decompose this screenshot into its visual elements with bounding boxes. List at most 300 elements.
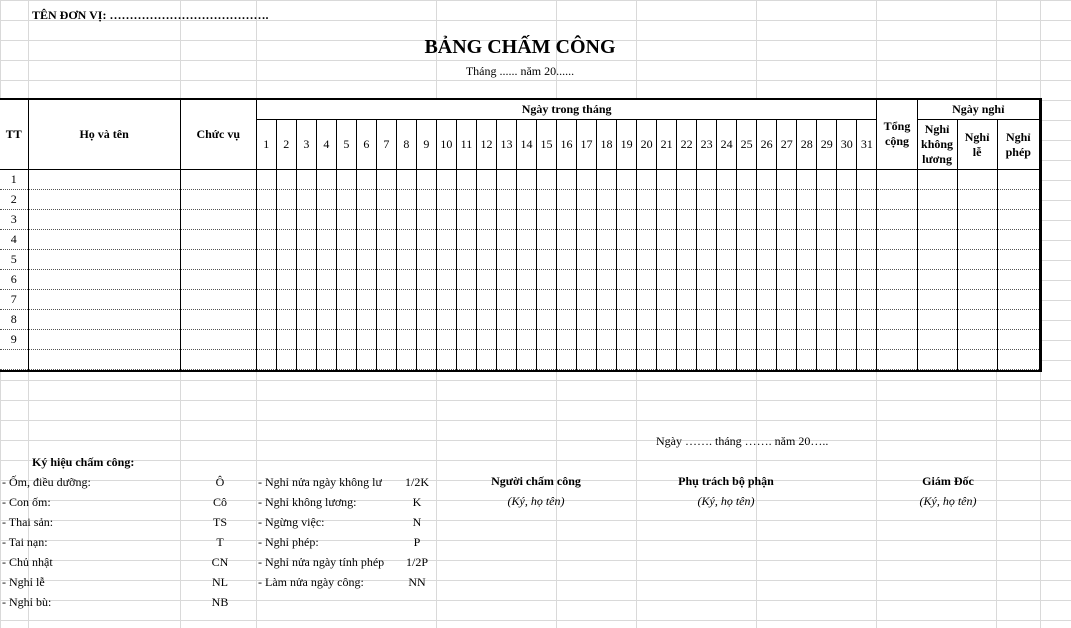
day-cell[interactable] <box>777 290 797 310</box>
total-cell[interactable] <box>877 210 917 230</box>
day-cell[interactable] <box>516 250 536 270</box>
day-cell[interactable] <box>496 310 516 330</box>
day-cell[interactable] <box>617 310 637 330</box>
day-cell[interactable] <box>516 270 536 290</box>
day-cell[interactable] <box>617 170 637 190</box>
day-cell[interactable] <box>837 350 857 370</box>
day-cell[interactable] <box>677 210 697 230</box>
day-cell[interactable] <box>276 330 296 350</box>
day-cell[interactable] <box>777 250 797 270</box>
day-cell[interactable] <box>777 270 797 290</box>
leave-cell[interactable] <box>957 230 997 250</box>
day-cell[interactable] <box>657 290 677 310</box>
leave-cell[interactable] <box>997 210 1039 230</box>
leave-cell[interactable] <box>917 350 957 370</box>
day-cell[interactable] <box>496 350 516 370</box>
day-cell[interactable] <box>537 250 557 270</box>
leave-cell[interactable] <box>957 210 997 230</box>
leave-cell[interactable] <box>917 170 957 190</box>
day-cell[interactable] <box>256 190 276 210</box>
day-cell[interactable] <box>577 250 597 270</box>
name-cell[interactable] <box>28 250 180 270</box>
day-cell[interactable] <box>837 290 857 310</box>
day-cell[interactable] <box>376 270 396 290</box>
day-cell[interactable] <box>296 310 316 330</box>
day-cell[interactable] <box>597 250 617 270</box>
name-cell[interactable] <box>28 170 180 190</box>
day-cell[interactable] <box>777 330 797 350</box>
name-cell[interactable] <box>28 270 180 290</box>
day-cell[interactable] <box>276 190 296 210</box>
day-cell[interactable] <box>516 350 536 370</box>
day-cell[interactable] <box>597 190 617 210</box>
day-cell[interactable] <box>637 330 657 350</box>
day-cell[interactable] <box>436 210 456 230</box>
day-cell[interactable] <box>737 270 757 290</box>
day-cell[interactable] <box>577 190 597 210</box>
day-cell[interactable] <box>737 350 757 370</box>
day-cell[interactable] <box>356 190 376 210</box>
day-cell[interactable] <box>436 230 456 250</box>
leave-cell[interactable] <box>917 330 957 350</box>
day-cell[interactable] <box>416 190 436 210</box>
day-cell[interactable] <box>797 310 817 330</box>
leave-cell[interactable] <box>917 290 957 310</box>
day-cell[interactable] <box>637 270 657 290</box>
day-cell[interactable] <box>637 210 657 230</box>
name-cell[interactable] <box>28 330 180 350</box>
day-cell[interactable] <box>516 230 536 250</box>
leave-cell[interactable] <box>997 350 1039 370</box>
day-cell[interactable] <box>857 230 877 250</box>
day-cell[interactable] <box>516 210 536 230</box>
leave-cell[interactable] <box>997 310 1039 330</box>
day-cell[interactable] <box>316 350 336 370</box>
day-cell[interactable] <box>356 170 376 190</box>
day-cell[interactable] <box>697 250 717 270</box>
day-cell[interactable] <box>557 350 577 370</box>
day-cell[interactable] <box>336 250 356 270</box>
day-cell[interactable] <box>316 250 336 270</box>
day-cell[interactable] <box>537 310 557 330</box>
day-cell[interactable] <box>256 230 276 250</box>
day-cell[interactable] <box>296 250 316 270</box>
day-cell[interactable] <box>737 170 757 190</box>
day-cell[interactable] <box>436 170 456 190</box>
total-cell[interactable] <box>877 170 917 190</box>
day-cell[interactable] <box>256 270 276 290</box>
day-cell[interactable] <box>597 210 617 230</box>
day-cell[interactable] <box>657 250 677 270</box>
day-cell[interactable] <box>577 330 597 350</box>
day-cell[interactable] <box>356 230 376 250</box>
day-cell[interactable] <box>617 330 637 350</box>
day-cell[interactable] <box>737 210 757 230</box>
day-cell[interactable] <box>256 330 276 350</box>
day-cell[interactable] <box>757 350 777 370</box>
day-cell[interactable] <box>396 250 416 270</box>
day-cell[interactable] <box>577 230 597 250</box>
day-cell[interactable] <box>376 170 396 190</box>
day-cell[interactable] <box>476 250 496 270</box>
day-cell[interactable] <box>356 310 376 330</box>
day-cell[interactable] <box>797 210 817 230</box>
day-cell[interactable] <box>757 170 777 190</box>
day-cell[interactable] <box>777 170 797 190</box>
day-cell[interactable] <box>697 270 717 290</box>
total-cell[interactable] <box>877 230 917 250</box>
day-cell[interactable] <box>296 330 316 350</box>
day-cell[interactable] <box>657 210 677 230</box>
leave-cell[interactable] <box>957 190 997 210</box>
day-cell[interactable] <box>276 250 296 270</box>
day-cell[interactable] <box>817 330 837 350</box>
day-cell[interactable] <box>476 170 496 190</box>
name-cell[interactable] <box>28 230 180 250</box>
day-cell[interactable] <box>376 330 396 350</box>
leave-cell[interactable] <box>917 310 957 330</box>
day-cell[interactable] <box>857 250 877 270</box>
day-cell[interactable] <box>737 310 757 330</box>
position-cell[interactable] <box>180 190 256 210</box>
day-cell[interactable] <box>737 190 757 210</box>
day-cell[interactable] <box>677 250 697 270</box>
day-cell[interactable] <box>817 350 837 370</box>
leave-cell[interactable] <box>957 270 997 290</box>
day-cell[interactable] <box>797 170 817 190</box>
day-cell[interactable] <box>837 250 857 270</box>
day-cell[interactable] <box>496 270 516 290</box>
day-cell[interactable] <box>837 230 857 250</box>
leave-cell[interactable] <box>957 170 997 190</box>
day-cell[interactable] <box>717 210 737 230</box>
day-cell[interactable] <box>597 230 617 250</box>
day-cell[interactable] <box>256 290 276 310</box>
day-cell[interactable] <box>396 230 416 250</box>
day-cell[interactable] <box>757 330 777 350</box>
day-cell[interactable] <box>436 250 456 270</box>
day-cell[interactable] <box>577 270 597 290</box>
day-cell[interactable] <box>476 350 496 370</box>
day-cell[interactable] <box>837 310 857 330</box>
day-cell[interactable] <box>456 250 476 270</box>
day-cell[interactable] <box>797 250 817 270</box>
day-cell[interactable] <box>777 190 797 210</box>
day-cell[interactable] <box>256 210 276 230</box>
day-cell[interactable] <box>496 170 516 190</box>
day-cell[interactable] <box>436 290 456 310</box>
day-cell[interactable] <box>416 290 436 310</box>
day-cell[interactable] <box>396 270 416 290</box>
day-cell[interactable] <box>456 290 476 310</box>
day-cell[interactable] <box>817 270 837 290</box>
day-cell[interactable] <box>416 210 436 230</box>
day-cell[interactable] <box>316 310 336 330</box>
day-cell[interactable] <box>436 270 456 290</box>
day-cell[interactable] <box>316 270 336 290</box>
leave-cell[interactable] <box>957 350 997 370</box>
day-cell[interactable] <box>476 310 496 330</box>
day-cell[interactable] <box>577 170 597 190</box>
day-cell[interactable] <box>256 170 276 190</box>
total-cell[interactable] <box>877 350 917 370</box>
leave-cell[interactable] <box>917 270 957 290</box>
day-cell[interactable] <box>577 350 597 370</box>
day-cell[interactable] <box>617 250 637 270</box>
name-cell[interactable] <box>28 290 180 310</box>
day-cell[interactable] <box>336 190 356 210</box>
day-cell[interactable] <box>356 330 376 350</box>
day-cell[interactable] <box>456 210 476 230</box>
day-cell[interactable] <box>597 310 617 330</box>
position-cell[interactable] <box>180 170 256 190</box>
day-cell[interactable] <box>557 270 577 290</box>
day-cell[interactable] <box>617 290 637 310</box>
day-cell[interactable] <box>777 350 797 370</box>
total-cell[interactable] <box>877 330 917 350</box>
day-cell[interactable] <box>797 350 817 370</box>
day-cell[interactable] <box>336 330 356 350</box>
day-cell[interactable] <box>476 190 496 210</box>
day-cell[interactable] <box>857 330 877 350</box>
name-cell[interactable] <box>28 190 180 210</box>
day-cell[interactable] <box>456 330 476 350</box>
day-cell[interactable] <box>496 290 516 310</box>
leave-cell[interactable] <box>997 250 1039 270</box>
day-cell[interactable] <box>516 310 536 330</box>
day-cell[interactable] <box>557 170 577 190</box>
day-cell[interactable] <box>777 230 797 250</box>
day-cell[interactable] <box>857 170 877 190</box>
day-cell[interactable] <box>416 330 436 350</box>
day-cell[interactable] <box>737 290 757 310</box>
day-cell[interactable] <box>657 170 677 190</box>
leave-cell[interactable] <box>917 210 957 230</box>
day-cell[interactable] <box>557 190 577 210</box>
day-cell[interactable] <box>817 230 837 250</box>
day-cell[interactable] <box>396 190 416 210</box>
day-cell[interactable] <box>757 230 777 250</box>
position-cell[interactable] <box>180 210 256 230</box>
total-cell[interactable] <box>877 250 917 270</box>
position-cell[interactable] <box>180 250 256 270</box>
name-cell[interactable] <box>28 210 180 230</box>
day-cell[interactable] <box>637 290 657 310</box>
day-cell[interactable] <box>837 270 857 290</box>
day-cell[interactable] <box>717 350 737 370</box>
day-cell[interactable] <box>436 190 456 210</box>
day-cell[interactable] <box>617 270 637 290</box>
day-cell[interactable] <box>857 350 877 370</box>
day-cell[interactable] <box>376 250 396 270</box>
day-cell[interactable] <box>677 310 697 330</box>
day-cell[interactable] <box>296 350 316 370</box>
total-cell[interactable] <box>877 270 917 290</box>
day-cell[interactable] <box>356 250 376 270</box>
day-cell[interactable] <box>697 190 717 210</box>
day-cell[interactable] <box>456 310 476 330</box>
day-cell[interactable] <box>717 290 737 310</box>
day-cell[interactable] <box>557 310 577 330</box>
day-cell[interactable] <box>476 230 496 250</box>
day-cell[interactable] <box>336 270 356 290</box>
day-cell[interactable] <box>436 350 456 370</box>
day-cell[interactable] <box>817 170 837 190</box>
day-cell[interactable] <box>657 190 677 210</box>
position-cell[interactable] <box>180 350 256 370</box>
day-cell[interactable] <box>557 290 577 310</box>
day-cell[interactable] <box>276 170 296 190</box>
day-cell[interactable] <box>316 170 336 190</box>
day-cell[interactable] <box>336 210 356 230</box>
day-cell[interactable] <box>657 270 677 290</box>
day-cell[interactable] <box>537 190 557 210</box>
day-cell[interactable] <box>296 230 316 250</box>
day-cell[interactable] <box>837 190 857 210</box>
day-cell[interactable] <box>496 230 516 250</box>
day-cell[interactable] <box>396 170 416 190</box>
name-cell[interactable] <box>28 310 180 330</box>
day-cell[interactable] <box>416 270 436 290</box>
day-cell[interactable] <box>496 250 516 270</box>
day-cell[interactable] <box>797 270 817 290</box>
day-cell[interactable] <box>597 270 617 290</box>
day-cell[interactable] <box>316 290 336 310</box>
day-cell[interactable] <box>697 310 717 330</box>
day-cell[interactable] <box>557 250 577 270</box>
day-cell[interactable] <box>677 230 697 250</box>
day-cell[interactable] <box>516 170 536 190</box>
position-cell[interactable] <box>180 270 256 290</box>
leave-cell[interactable] <box>957 250 997 270</box>
position-cell[interactable] <box>180 290 256 310</box>
day-cell[interactable] <box>677 330 697 350</box>
day-cell[interactable] <box>557 330 577 350</box>
day-cell[interactable] <box>677 270 697 290</box>
day-cell[interactable] <box>296 190 316 210</box>
day-cell[interactable] <box>697 290 717 310</box>
day-cell[interactable] <box>256 350 276 370</box>
day-cell[interactable] <box>597 170 617 190</box>
day-cell[interactable] <box>697 330 717 350</box>
day-cell[interactable] <box>256 250 276 270</box>
day-cell[interactable] <box>617 350 637 370</box>
day-cell[interactable] <box>757 190 777 210</box>
day-cell[interactable] <box>336 310 356 330</box>
day-cell[interactable] <box>276 210 296 230</box>
day-cell[interactable] <box>416 310 436 330</box>
leave-cell[interactable] <box>917 230 957 250</box>
day-cell[interactable] <box>296 290 316 310</box>
day-cell[interactable] <box>316 190 336 210</box>
day-cell[interactable] <box>817 290 837 310</box>
day-cell[interactable] <box>256 310 276 330</box>
day-cell[interactable] <box>476 270 496 290</box>
day-cell[interactable] <box>597 290 617 310</box>
day-cell[interactable] <box>797 330 817 350</box>
day-cell[interactable] <box>336 230 356 250</box>
day-cell[interactable] <box>436 330 456 350</box>
day-cell[interactable] <box>537 230 557 250</box>
day-cell[interactable] <box>777 210 797 230</box>
day-cell[interactable] <box>857 210 877 230</box>
day-cell[interactable] <box>356 270 376 290</box>
day-cell[interactable] <box>837 330 857 350</box>
position-cell[interactable] <box>180 230 256 250</box>
day-cell[interactable] <box>637 230 657 250</box>
day-cell[interactable] <box>356 290 376 310</box>
total-cell[interactable] <box>877 190 917 210</box>
day-cell[interactable] <box>837 210 857 230</box>
day-cell[interactable] <box>757 290 777 310</box>
day-cell[interactable] <box>757 210 777 230</box>
day-cell[interactable] <box>396 310 416 330</box>
day-cell[interactable] <box>817 190 837 210</box>
leave-cell[interactable] <box>997 270 1039 290</box>
day-cell[interactable] <box>717 330 737 350</box>
day-cell[interactable] <box>577 210 597 230</box>
day-cell[interactable] <box>817 310 837 330</box>
day-cell[interactable] <box>276 230 296 250</box>
day-cell[interactable] <box>516 330 536 350</box>
day-cell[interactable] <box>476 290 496 310</box>
leave-cell[interactable] <box>957 330 997 350</box>
day-cell[interactable] <box>737 330 757 350</box>
day-cell[interactable] <box>617 230 637 250</box>
day-cell[interactable] <box>737 250 757 270</box>
day-cell[interactable] <box>537 330 557 350</box>
day-cell[interactable] <box>316 210 336 230</box>
day-cell[interactable] <box>456 170 476 190</box>
day-cell[interactable] <box>857 190 877 210</box>
day-cell[interactable] <box>637 170 657 190</box>
day-cell[interactable] <box>456 270 476 290</box>
day-cell[interactable] <box>456 350 476 370</box>
day-cell[interactable] <box>496 210 516 230</box>
day-cell[interactable] <box>617 190 637 210</box>
day-cell[interactable] <box>376 310 396 330</box>
leave-cell[interactable] <box>997 190 1039 210</box>
name-cell[interactable] <box>28 350 180 370</box>
total-cell[interactable] <box>877 290 917 310</box>
day-cell[interactable] <box>456 190 476 210</box>
day-cell[interactable] <box>336 350 356 370</box>
day-cell[interactable] <box>456 230 476 250</box>
day-cell[interactable] <box>857 290 877 310</box>
day-cell[interactable] <box>757 250 777 270</box>
day-cell[interactable] <box>316 230 336 250</box>
day-cell[interactable] <box>537 290 557 310</box>
day-cell[interactable] <box>376 230 396 250</box>
day-cell[interactable] <box>416 230 436 250</box>
leave-cell[interactable] <box>957 290 997 310</box>
day-cell[interactable] <box>496 330 516 350</box>
day-cell[interactable] <box>276 310 296 330</box>
day-cell[interactable] <box>637 310 657 330</box>
day-cell[interactable] <box>697 210 717 230</box>
day-cell[interactable] <box>557 230 577 250</box>
day-cell[interactable] <box>276 290 296 310</box>
day-cell[interactable] <box>657 330 677 350</box>
day-cell[interactable] <box>476 210 496 230</box>
day-cell[interactable] <box>316 330 336 350</box>
day-cell[interactable] <box>857 270 877 290</box>
day-cell[interactable] <box>276 350 296 370</box>
leave-cell[interactable] <box>997 230 1039 250</box>
day-cell[interactable] <box>537 210 557 230</box>
day-cell[interactable] <box>837 170 857 190</box>
day-cell[interactable] <box>356 210 376 230</box>
